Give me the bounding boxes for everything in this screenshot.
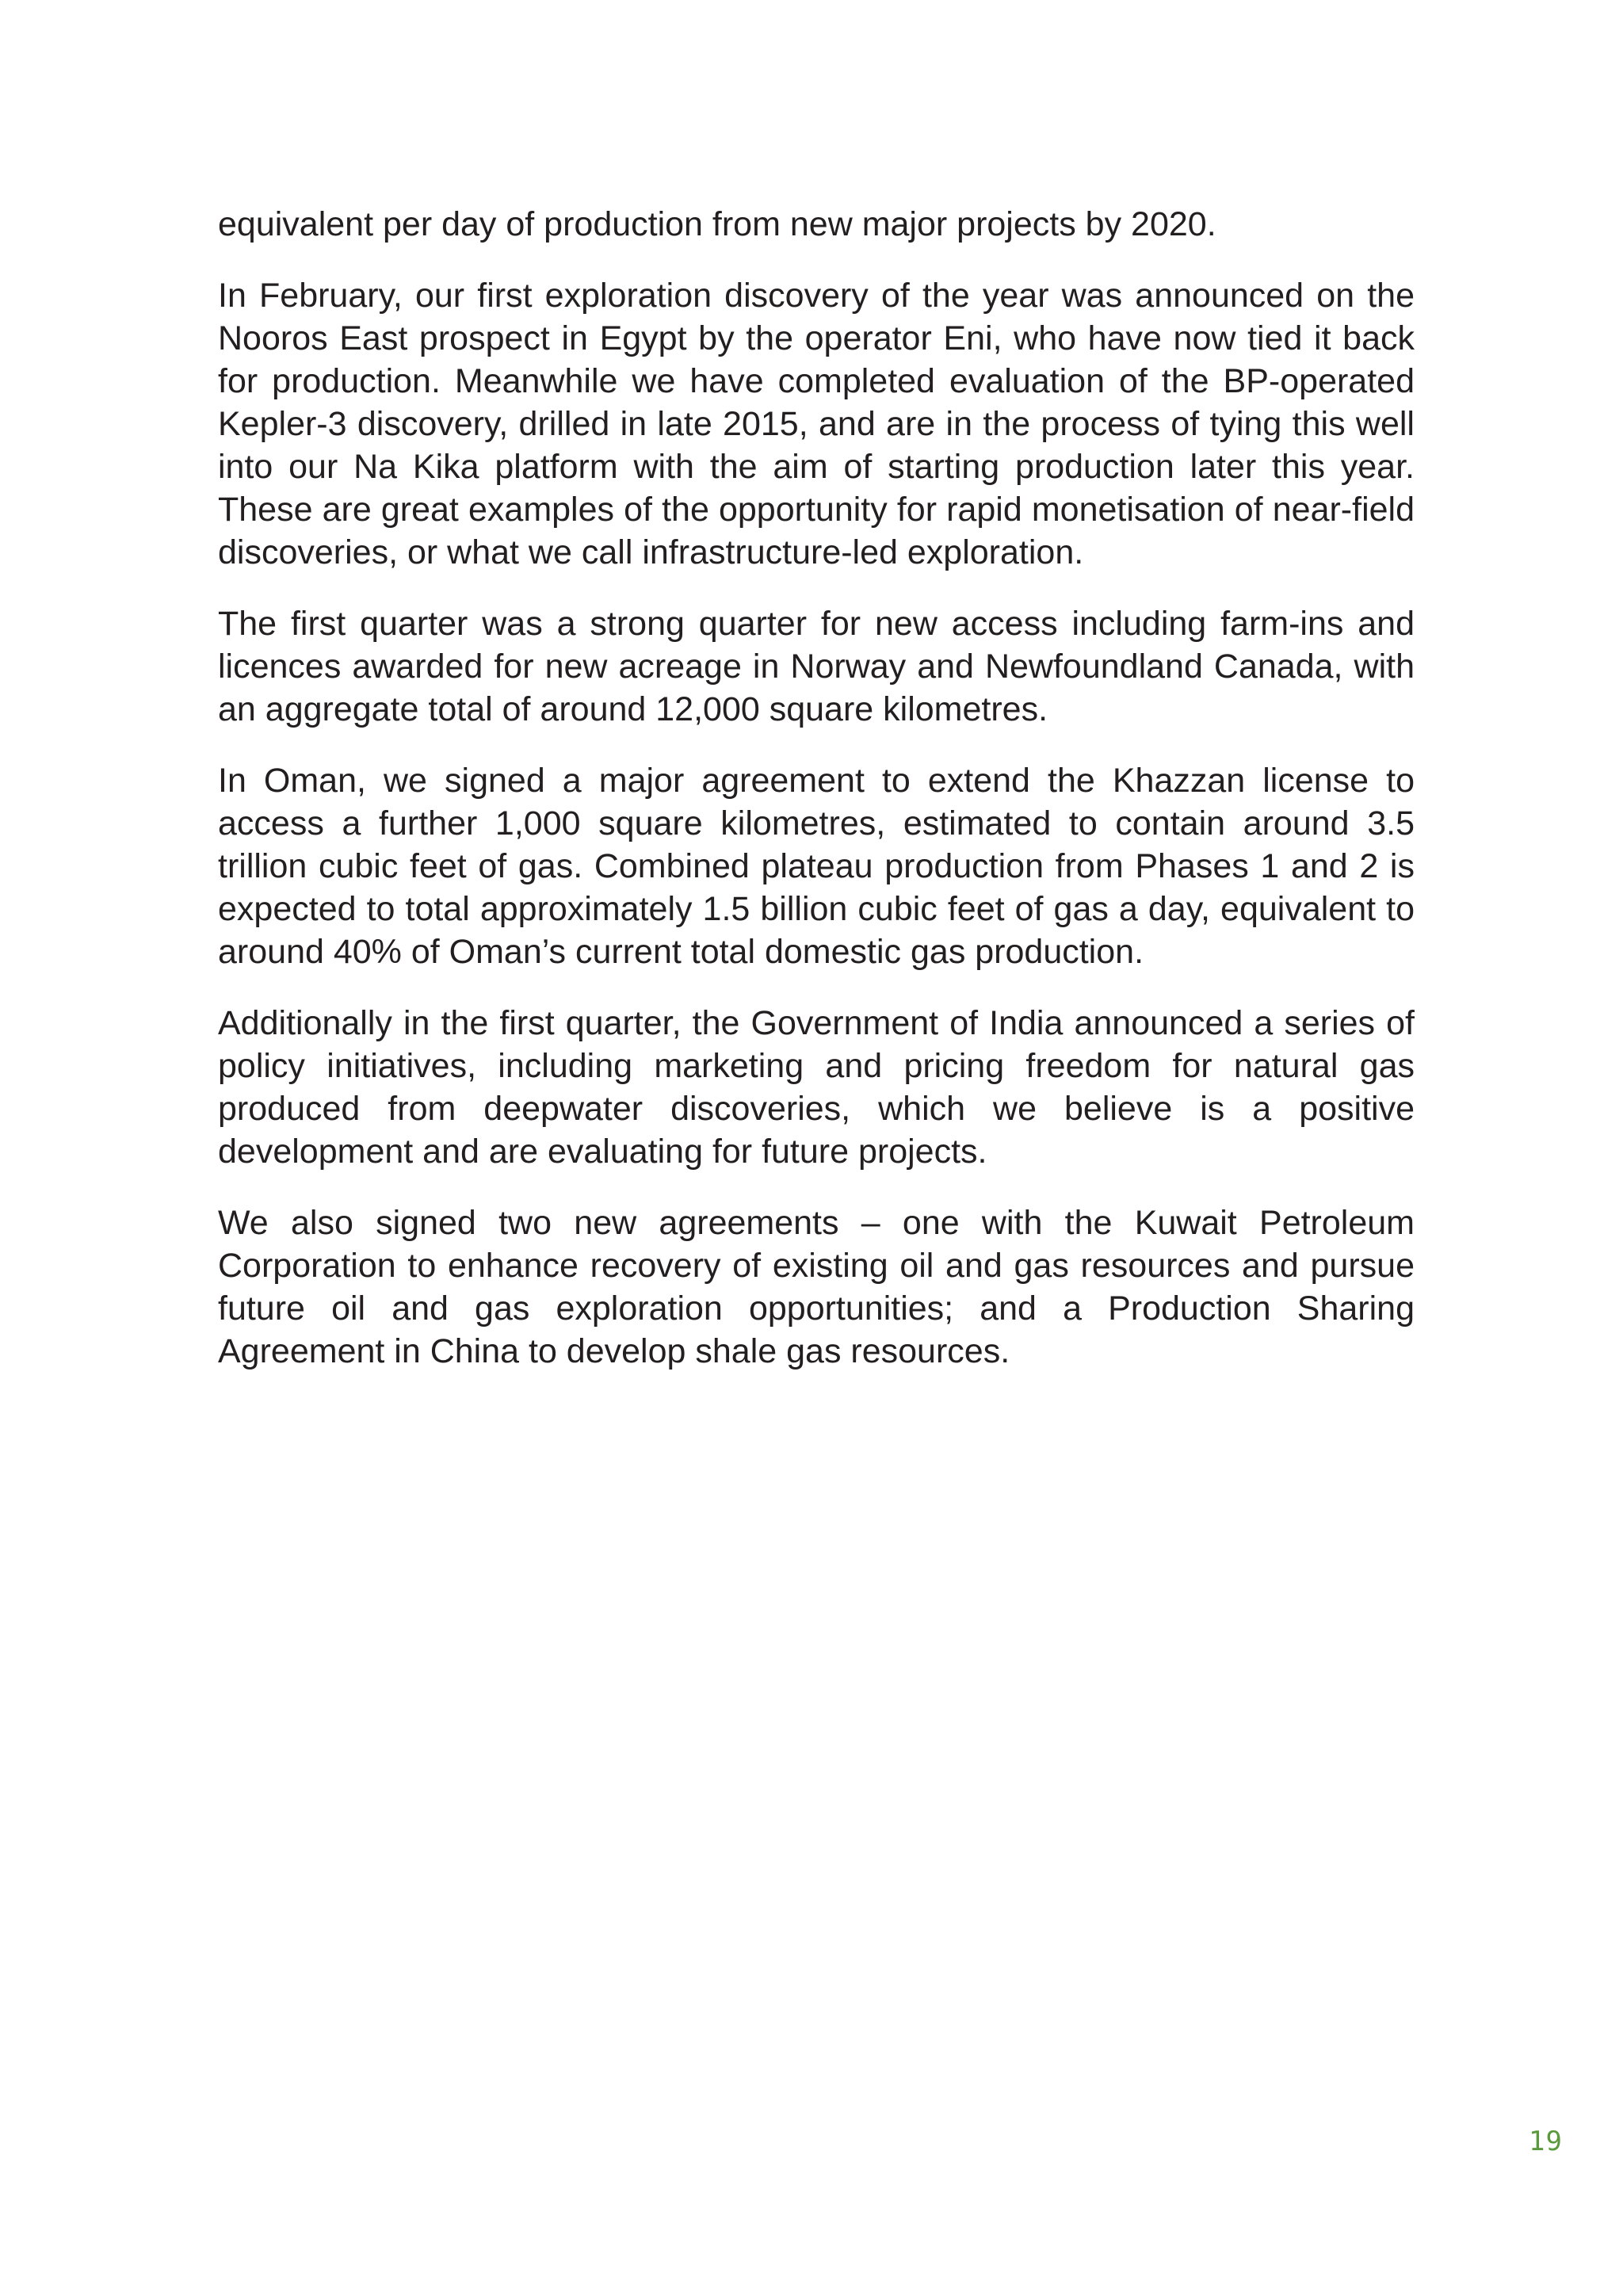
paragraph-new-agreements: We also signed two new agreements – one with the Kuwait Petroleum Corporation to enhance recovery of existing oil and gas resources and pursue future oil and gas exploration opportunities; and a Production Sharing Agreement in China to develop shale gas resources. [218, 1204, 1415, 1370]
paragraph-new-access: The first quarter was a strong quarter for new access including farm-ins and licences awarded for new acreage in Norway and Newfoundland Canada, with an aggregate total of around 12,000 square kilometres. [218, 605, 1415, 728]
paragraph-oman-khazzan: In Oman, we signed a major agreement to extend the Khazzan license to access a further 1,000 square kilometres, estimated to contain around 3.5 trillion cubic feet of gas. Combined plateau production from Phases 1 and 2 is expected to total approximately 1.5 billion cubic feet of gas a day, equivalent to around 40% of Oman’s current total domestic gas production. [218, 762, 1415, 971]
page-number: 19 [1529, 2126, 1563, 2157]
paragraph-continuation: equivalent per day of production from new major projects by 2020. [218, 205, 1216, 243]
body-text [218, 203, 1415, 1401]
paragraph-nooros-kepler: In February, our first exploration discovery of the year was announced on the Nooros East prospect in Egypt by the operator Eni, who have now tied it back for production. Meanwhile we have completed evaluation of the BP-operated Kepler-3 discovery, drilled in late 2015, and are in the process of tying this well into our Na Kika platform with the aim of starting production later this year. These are great examples of the opportunity for rapid monetisation of near-field discoveries, or what we call infrastructure-led exploration. [218, 277, 1415, 571]
paragraph-india-policy: Additionally in the first quarter, the Government of India announced a series of policy initiatives, including marketing and pricing freedom for natural gas produced from deepwater discoveries, which we believe is a positive development and are evaluating for future projects. [218, 1004, 1415, 1171]
